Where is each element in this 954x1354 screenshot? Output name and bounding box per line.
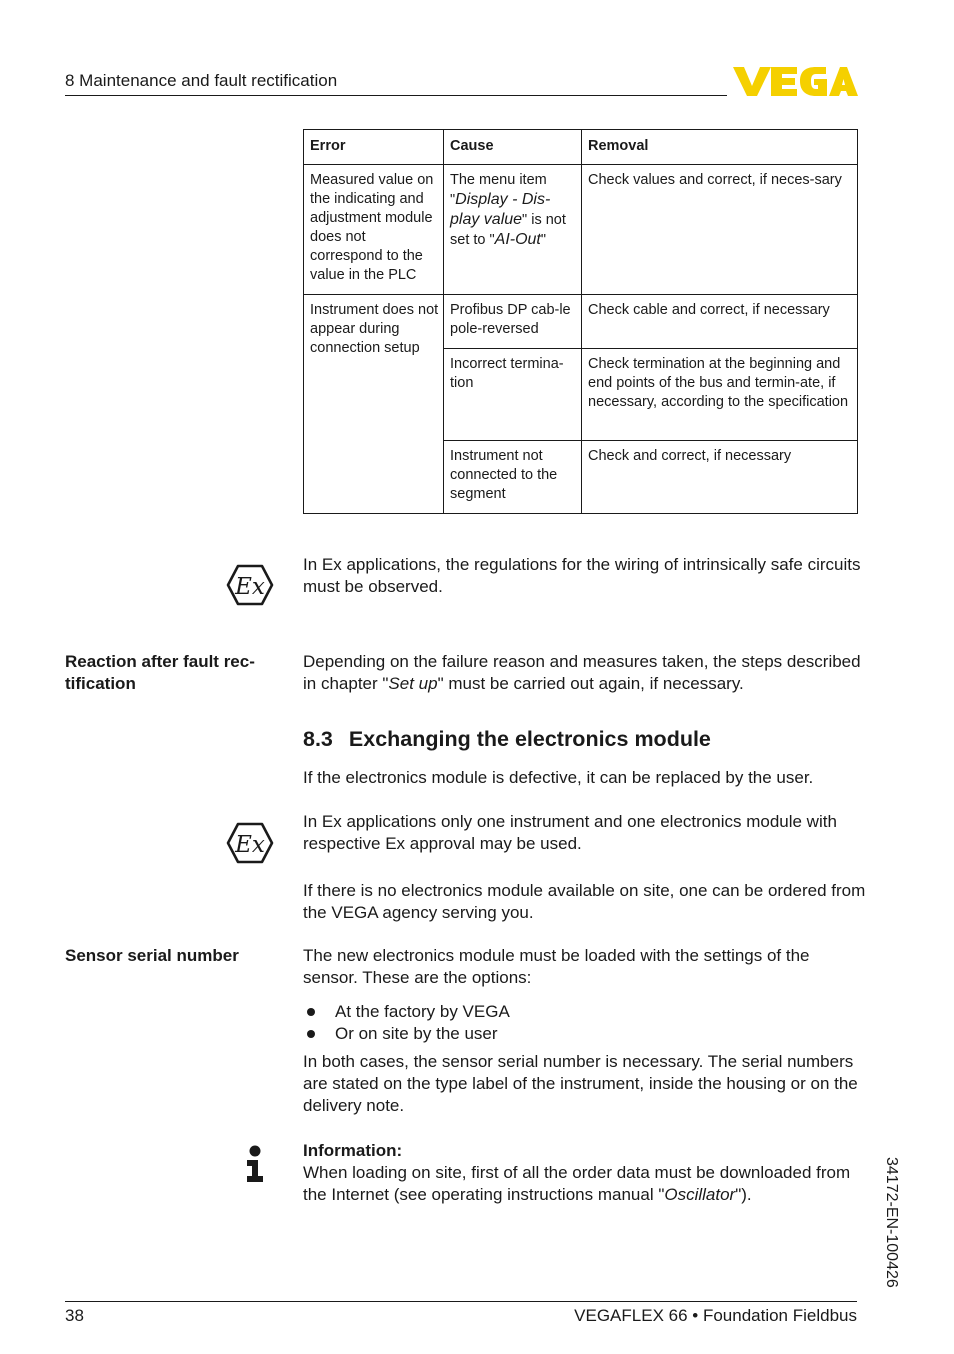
ex-approval-note: In Ex applications only one instrument and one electronics module with respective Ex approval may be used. — [303, 812, 837, 853]
table-cell-removal: Check and correct, if necessary — [582, 441, 858, 514]
table-header-row — [304, 130, 858, 165]
section-heading: 8.3 Exchanging the electronics module — [303, 727, 711, 751]
reaction-heading: Reaction after fault rec-tification — [65, 652, 255, 693]
column-header-removal: Removal — [582, 130, 858, 165]
section-intro: If the electronics module is defective, it can be replaced by the user. — [303, 768, 814, 787]
options-list — [303, 1001, 863, 1045]
table-cell-cause: Instrument not connected to the segment — [444, 441, 582, 514]
ex-hexagon-icon — [226, 822, 274, 864]
table-cell-error: Instrument does not appear during connection setup — [304, 295, 444, 514]
column-header-cause: Cause — [444, 130, 582, 165]
serial-paragraph: The new electronics module must be loaded with the settings of the sensor. These are the options: — [303, 946, 810, 987]
list-item: At the factory by VEGA — [303, 1001, 863, 1023]
svg-text:Ex: Ex — [235, 832, 265, 858]
page-number: 38 — [65, 1306, 84, 1325]
serial-heading: Sensor serial number — [65, 946, 239, 965]
serial-explanation: In both cases, the sensor serial number is necessary. The serial numbers are stated on the type label of the instrument, inside the housing or on the delivery note. — [303, 1052, 858, 1115]
table-cell-cause: Profibus DP cab-le pole-reversed — [444, 295, 582, 349]
order-paragraph: If there is no electronics module available on site, one can be ordered from the VEGA agency serving you. — [303, 881, 866, 922]
table-cell-removal: Check cable and correct, if necessary — [582, 295, 858, 349]
table-cell-removal: Check termination at the beginning and end points of the bus and termin-ate, if necessary, according to the specification — [582, 349, 858, 441]
svg-text:Ex: Ex — [235, 574, 265, 600]
info-icon — [245, 1145, 265, 1183]
info-text: When loading on site, first of all the order data must be downloaded from the Internet (see operating instructions manual "Oscillator"). — [303, 1163, 851, 1204]
table-cell-error: Measured value on the indicating and adjustment module does not correspond to the value in the PLC — [304, 165, 444, 295]
info-title: Information: — [303, 1141, 403, 1160]
table-cell-cause: The menu item "Display - Dis-play value" is not set to "AI-Out" — [444, 165, 582, 295]
table-row — [304, 295, 858, 349]
fault-table — [303, 129, 858, 514]
vega-logo — [733, 64, 858, 98]
info-block — [303, 1140, 868, 1206]
header-rule — [65, 95, 727, 96]
table-cell-removal: Check values and correct, if neces-sary — [582, 165, 858, 295]
footer-product: VEGAFLEX 66 • Foundation Fieldbus — [574, 1306, 857, 1325]
reaction-paragraph: Depending on the failure reason and measures taken, the steps described in chapter "Set up" must be carried out again, if necessary. — [303, 652, 861, 693]
table-row — [304, 165, 858, 295]
list-item: Or on site by the user — [303, 1023, 863, 1045]
table-cell-cause: Incorrect termina-tion — [444, 349, 582, 441]
document-code: 34172-EN-100426 — [883, 1157, 900, 1288]
ex-hexagon-icon — [226, 564, 274, 606]
ex-wiring-note: In Ex applications, the regulations for the wiring of intrinsically safe circuits must be observed. — [303, 555, 861, 596]
footer-rule — [65, 1301, 857, 1302]
running-header: 8 Maintenance and fault rectification — [65, 71, 338, 90]
column-header-error: Error — [304, 130, 444, 165]
